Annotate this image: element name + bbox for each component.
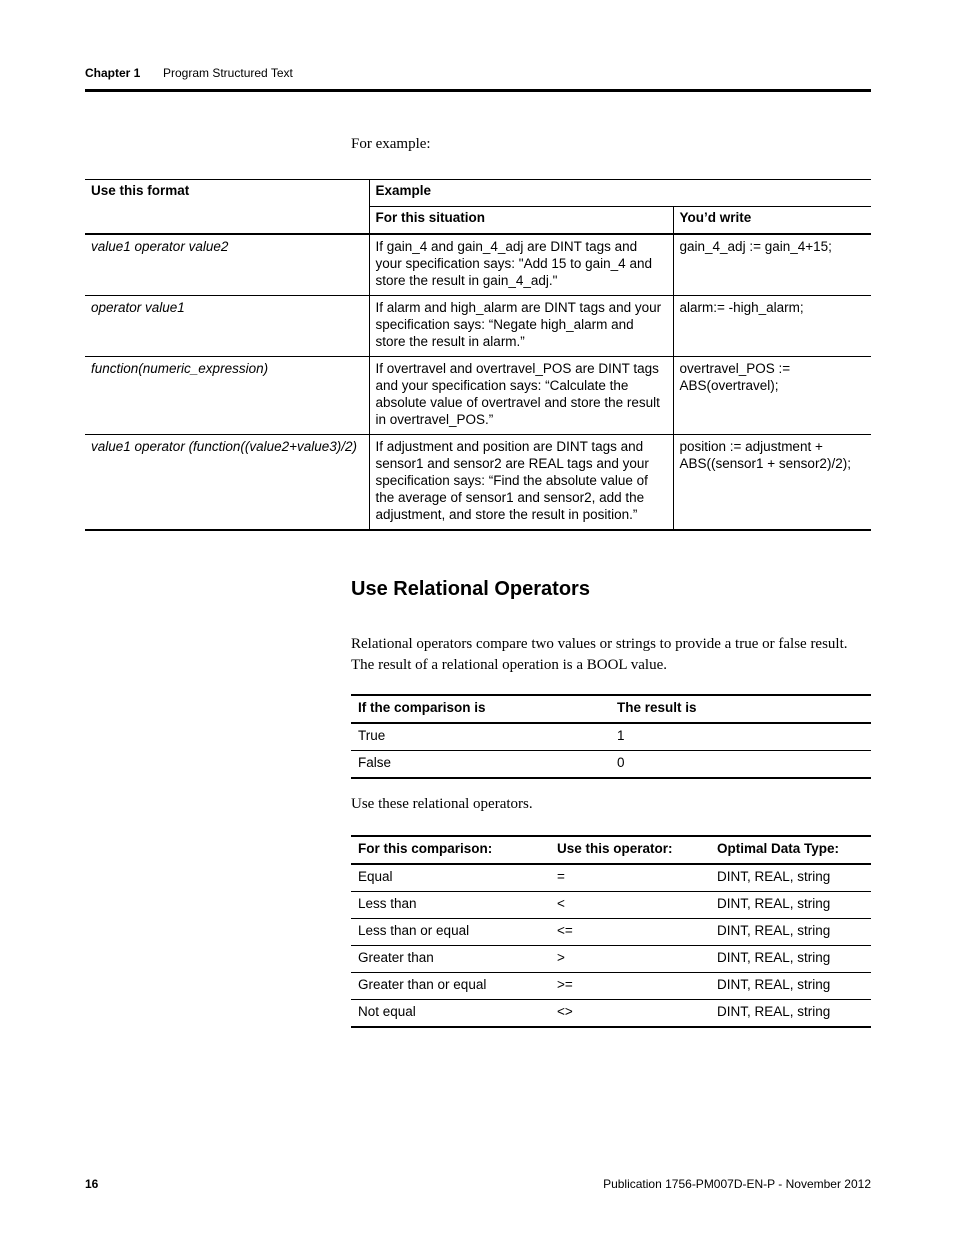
chapter-title: Program Structured Text bbox=[163, 66, 293, 80]
situation-cell: If alarm and high_alarm are DINT tags and your specification says: “Negate high_alarm and store the result in alarm.” bbox=[369, 296, 673, 357]
table-row bbox=[85, 357, 871, 435]
section-paragraph: Relational operators compare two values or strings to provide a true or false result. The result of a relational operation is a BOOL value. bbox=[351, 636, 848, 673]
result-cell: 1 bbox=[610, 723, 871, 751]
comparison-cell: Less than or equal bbox=[351, 919, 550, 946]
comparison-cell: Equal bbox=[351, 864, 550, 892]
comparison-cell: Greater than or equal bbox=[351, 973, 550, 1000]
write-cell: alarm:= -high_alarm; bbox=[673, 296, 871, 357]
header-comparison: For this comparison: bbox=[351, 836, 550, 864]
operators-intro: Use these relational operators. bbox=[351, 796, 533, 812]
result-table bbox=[351, 694, 871, 779]
comparison-cell: Greater than bbox=[351, 946, 550, 973]
header-operator: Use this operator: bbox=[550, 836, 710, 864]
table-row bbox=[351, 723, 871, 751]
table-row bbox=[351, 919, 871, 946]
table-row bbox=[85, 435, 871, 531]
write-cell: gain_4_adj := gain_4+15; bbox=[673, 234, 871, 296]
header-situation: For this situation bbox=[369, 207, 673, 235]
table-row bbox=[351, 1000, 871, 1028]
operator-cell: < bbox=[550, 892, 710, 919]
format-cell: value1 operator (function((value2+value3)/2) bbox=[85, 435, 369, 531]
result-cell: 0 bbox=[610, 751, 871, 779]
table-row bbox=[351, 751, 871, 779]
operators-table bbox=[351, 835, 871, 1028]
header-write: You’d write bbox=[673, 207, 871, 235]
data-type-cell: DINT, REAL, string bbox=[710, 1000, 871, 1028]
data-type-cell: DINT, REAL, string bbox=[710, 919, 871, 946]
table-row bbox=[85, 234, 871, 296]
write-cell: position := adjustment + ABS((sensor1 + sensor2)/2); bbox=[673, 435, 871, 531]
page-header bbox=[85, 66, 871, 86]
header-format: Use this format bbox=[85, 180, 369, 235]
operator-cell: = bbox=[550, 864, 710, 892]
write-cell: overtravel_POS := ABS(overtravel); bbox=[673, 357, 871, 435]
table-row bbox=[351, 946, 871, 973]
table-row bbox=[351, 892, 871, 919]
header-comparison: If the comparison is bbox=[351, 695, 610, 723]
situation-cell: If gain_4 and gain_4_adj are DINT tags and your specification says: "Add 15 to gain_4 and store the result in gain_4_adj." bbox=[369, 234, 673, 296]
header-data-type: Optimal Data Type: bbox=[710, 836, 871, 864]
data-type-cell: DINT, REAL, string bbox=[710, 946, 871, 973]
situation-cell: If adjustment and position are DINT tags and sensor1 and sensor2 are REAL tags and your specification says: “Find the absolute value of the average of sensor1 and sensor2, add the adjustment, and store the result in position.” bbox=[369, 435, 673, 531]
format-table bbox=[85, 179, 871, 531]
operator-cell: >= bbox=[550, 973, 710, 1000]
publication-info: Publication 1756-PM007D-EN-P - November 2012 bbox=[603, 1177, 871, 1191]
operator-cell: <= bbox=[550, 919, 710, 946]
format-cell: function(numeric_expression) bbox=[85, 357, 369, 435]
format-cell: operator value1 bbox=[85, 296, 369, 357]
data-type-cell: DINT, REAL, string bbox=[710, 973, 871, 1000]
data-type-cell: DINT, REAL, string bbox=[710, 892, 871, 919]
table-row bbox=[351, 864, 871, 892]
situation-cell: If overtravel and overtravel_POS are DINT tags and your specification says: “Calculate the absolute value of overtravel and store the result in overtravel_POS.” bbox=[369, 357, 673, 435]
format-cell: value1 operator value2 bbox=[85, 234, 369, 296]
comparison-cell: Not equal bbox=[351, 1000, 550, 1028]
page-number: 16 bbox=[85, 1177, 99, 1191]
comparison-cell: False bbox=[351, 751, 610, 779]
table-row bbox=[85, 296, 871, 357]
comparison-cell: True bbox=[351, 723, 610, 751]
comparison-cell: Less than bbox=[351, 892, 550, 919]
data-type-cell: DINT, REAL, string bbox=[710, 864, 871, 892]
section-title: Use Relational Operators bbox=[351, 578, 590, 600]
header-example: Example bbox=[369, 180, 871, 207]
table-row bbox=[351, 973, 871, 1000]
chapter-label: Chapter 1 bbox=[85, 66, 141, 80]
header-result: The result is bbox=[610, 695, 871, 723]
operator-cell: > bbox=[550, 946, 710, 973]
operator-cell: <> bbox=[550, 1000, 710, 1028]
header-rule bbox=[85, 89, 871, 92]
intro-text: For example: bbox=[351, 136, 431, 152]
